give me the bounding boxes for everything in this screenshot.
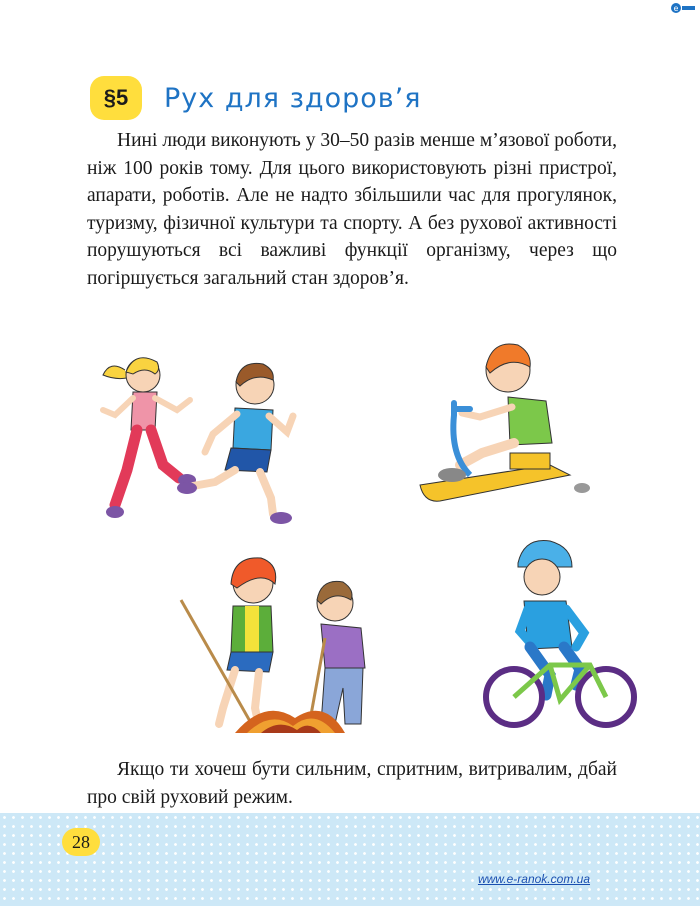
section-badge: §5: [90, 76, 142, 120]
intro-paragraph: Нині люди виконують у 30–50 разів менше м’язової роботи, ніж 100 років тому. Для цього використовують різні пристрої, апарати, роботів. Але не надто збільшили час для прогулянок, туризму, фізичної культури та спорту. А без рухової активності порушуються всі важливі функції організму, через що погіршується загальний стан здоров’я.: [87, 130, 617, 289]
section-header: [90, 73, 422, 123]
cyclist-boy-illustration: [480, 535, 640, 740]
page-title: Рух для здоров’я: [164, 82, 422, 114]
publisher-logo-icon: [670, 0, 696, 16]
rowing-machine-boy-illustration: [410, 325, 600, 525]
raking-leaves-children-illustration: [175, 548, 405, 748]
running-children-illustration: [95, 330, 300, 530]
advice-paragraph: Якщо ти хочеш бути сильним, спритним, витривалим, дбай про свій руховий режим.: [87, 759, 617, 808]
publisher-website-link[interactable]: www.e-ranok.com.ua: [477, 872, 590, 886]
footer-band: [0, 813, 700, 906]
svg-text:e: e: [673, 4, 679, 13]
page-number: 28: [62, 828, 100, 856]
